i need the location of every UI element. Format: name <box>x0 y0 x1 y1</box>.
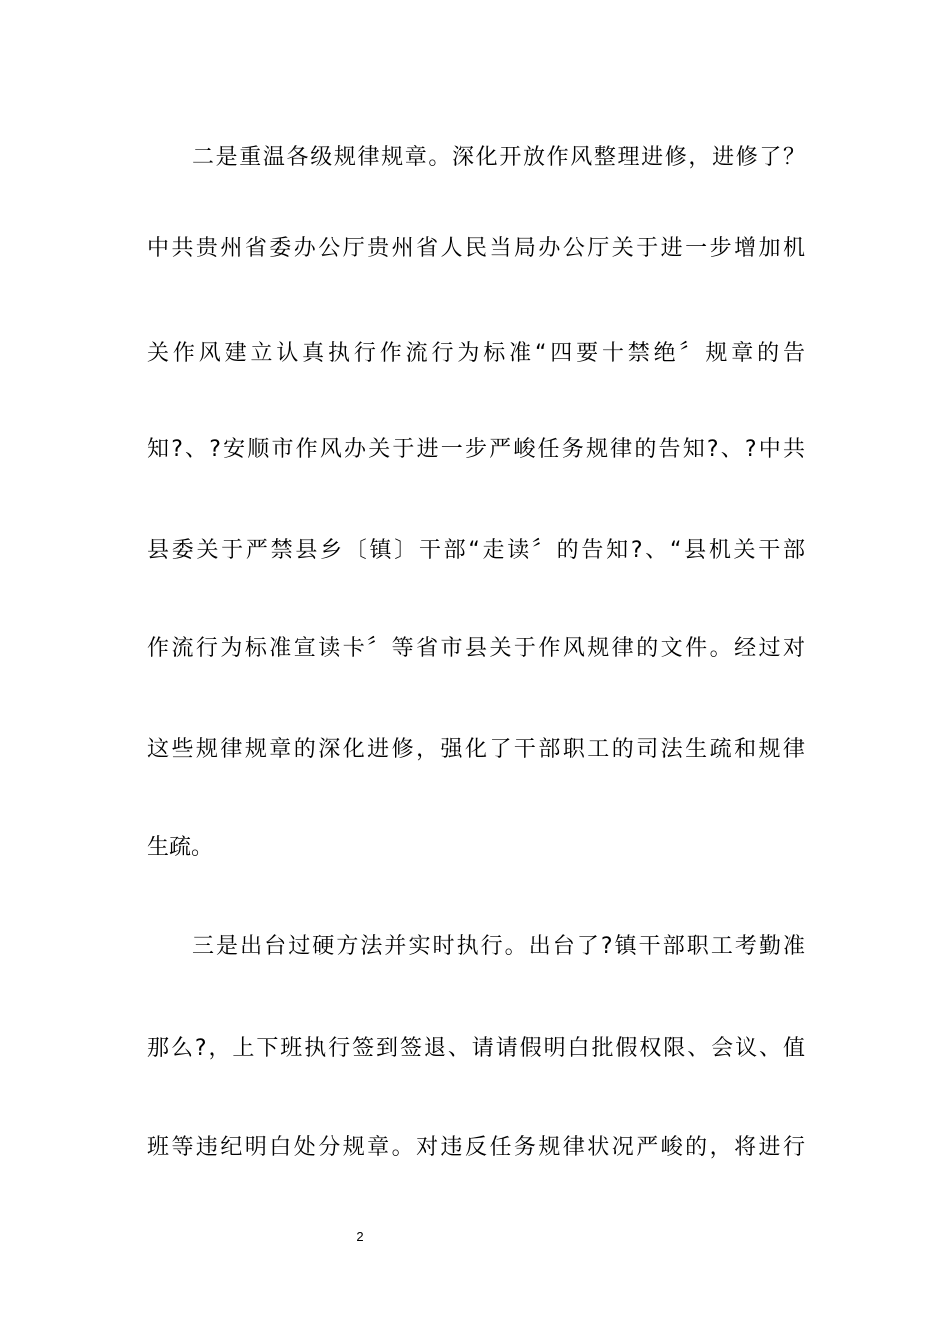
paragraph-1-line-6: 作流行为标准宣读卡〞等省市县关于作风规律的文件。经过对 <box>147 636 805 661</box>
paragraph-1-line-1: 二是重温各级规律规章。深化开放作风整理进修，进修了？ <box>192 145 805 170</box>
paragraph-1-line-3: 关作风建立认真执行作流行为标准“四要十禁绝〞规章的告 <box>147 341 805 366</box>
paragraph-2-line-2: 那么?，上下班执行签到签退、请请假明白批假权限、会议、值 <box>147 1036 805 1061</box>
paragraph-2-line-1: 三是出台过硬方法并实时执行。出台了?镇干部职工考勤准 <box>192 934 805 959</box>
paragraph-1-line-5: 县委关于严禁县乡〔镇〕干部“走读〞的告知?、“县机关干部 <box>147 538 805 563</box>
paragraph-1-line-7: 这些规律规章的深化进修，强化了干部职工的司法生疏和规律 <box>147 737 805 762</box>
paragraph-1-line-4: 知?、?安顺市作风办关于进一步严峻任务规律的告知?、?中共 <box>147 437 805 462</box>
page-number: 2 <box>356 1229 364 1244</box>
paragraph-1-line-8: 生疏。 <box>147 835 214 860</box>
paragraph-2-line-3: 班等违纪明白处分规章。对违反任务规律状况严峻的，将进行 <box>147 1135 805 1160</box>
paragraph-1-line-2: 中共贵州省委办公厅贵州省人民当局办公厅关于进一步增加机 <box>147 236 805 261</box>
